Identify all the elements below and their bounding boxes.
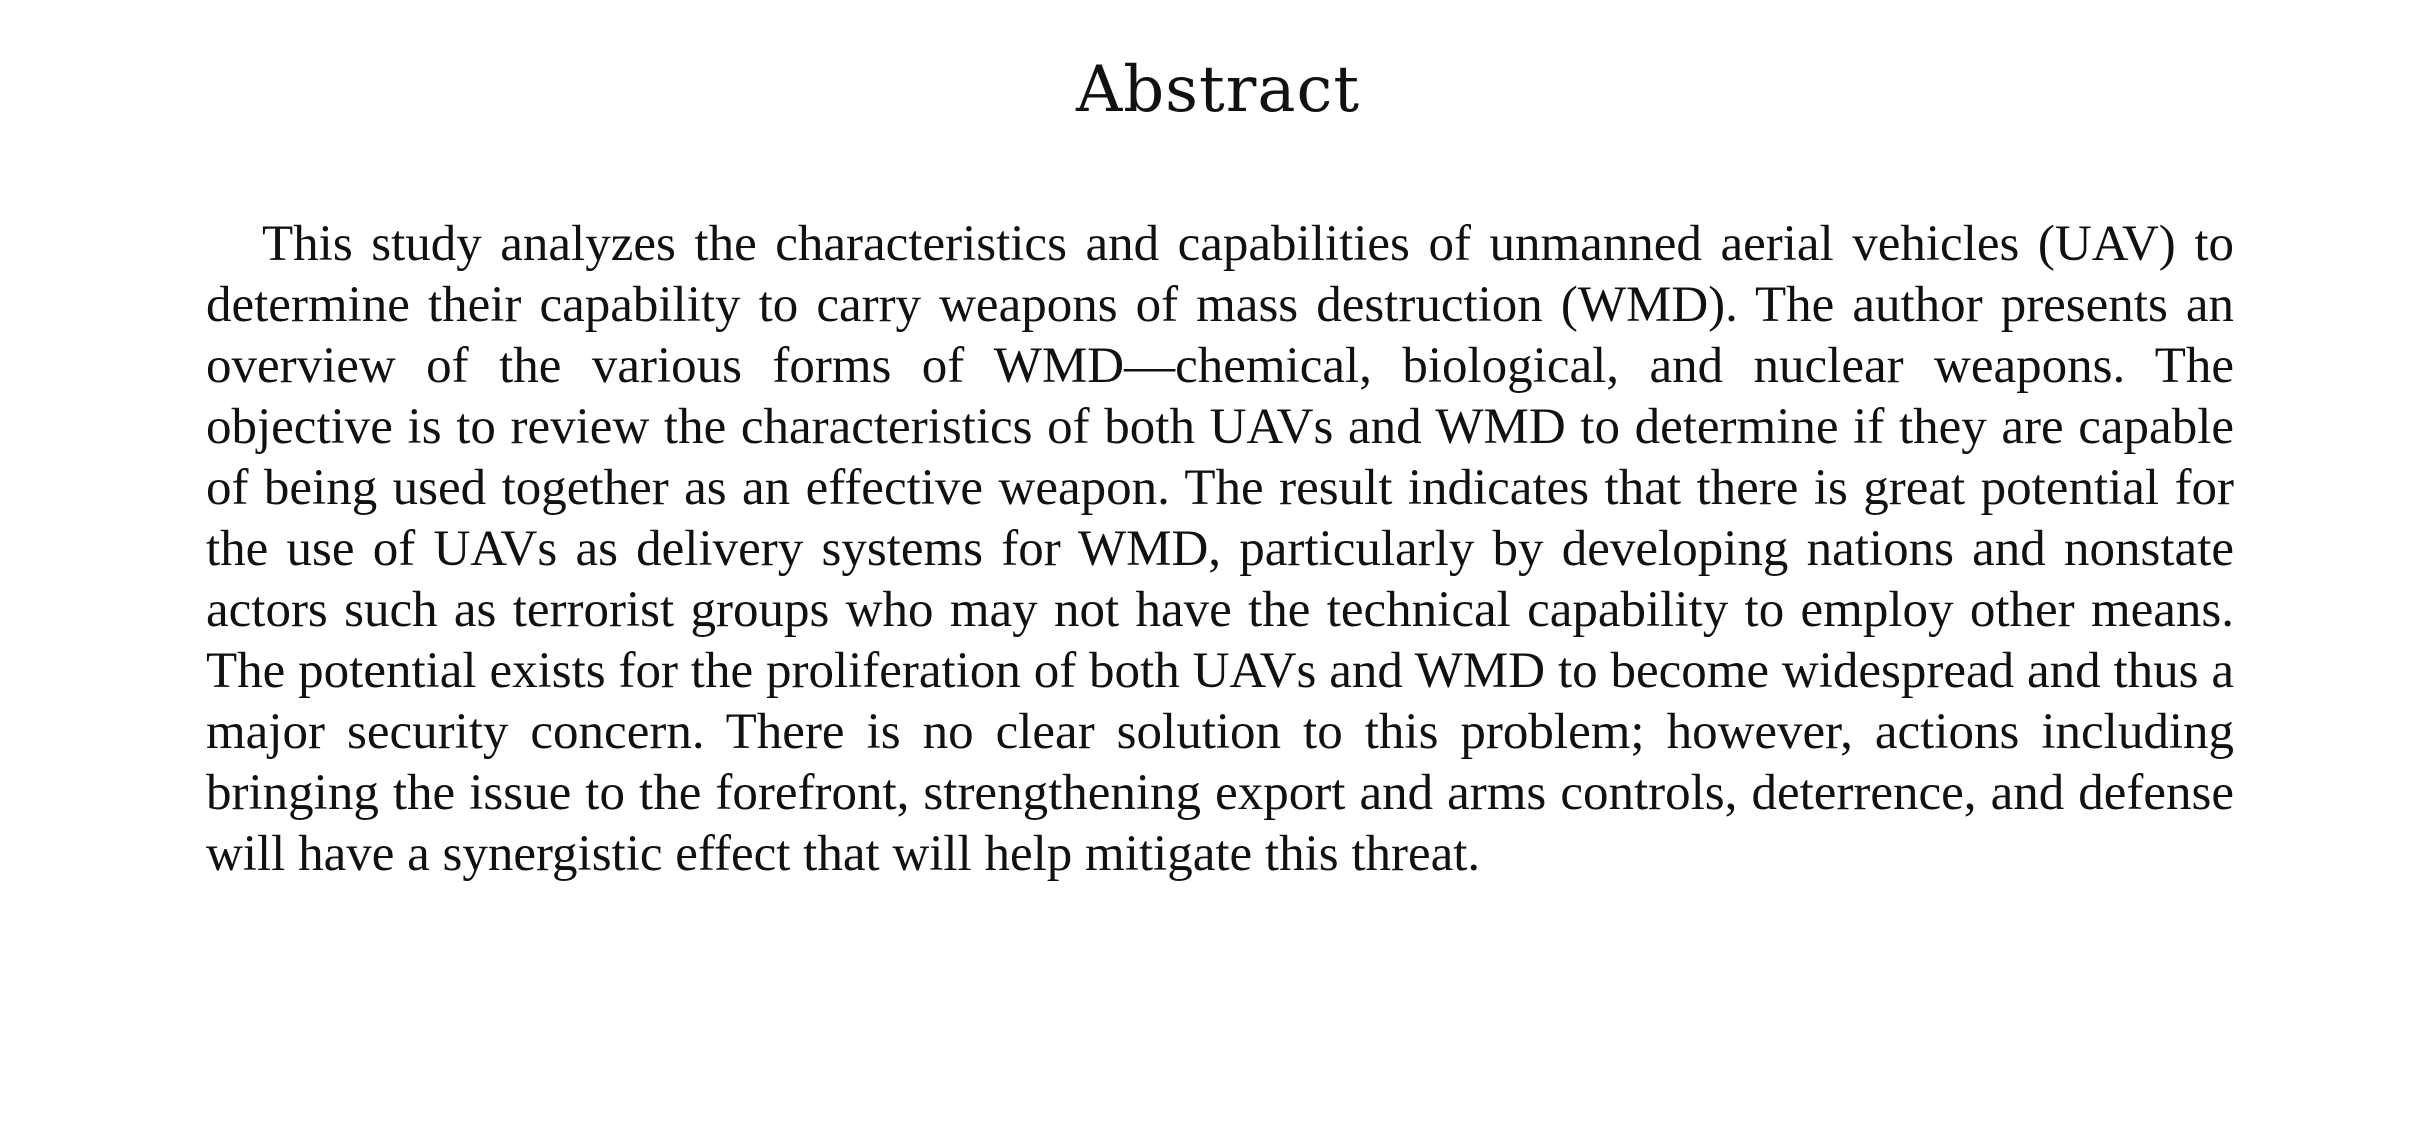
abstract-paragraph: This study analyzes the characteristics and capabilities of unmanned aerial vehicles (UAV) to determine their capability to carry weapons of mass destruction (WMD). The author presents an overview of the various forms of WMD—chemical, biological, and nuclear weapons. The objective is to review the characteristics of both UAVs and WMD to determine if they are capable of being used together as an effective weapon. The result indicates that there is great potential for the use of UAVs as delivery systems for WMD, particularly by developing nations and nonstate actors such as terrorist groups who may not have the technical capability to employ other means. The potential exists for the proliferation of both UAVs and WMD to become widespread and thus a major security concern. There is no clear solution to this problem; however, actions including bringing the issue to the forefront, strengthening export and arms controls, deterrence, and defense will have a synergistic effect that will help mitigate this threat. [206,216,2234,882]
abstract-heading: Abstract [1075,53,1361,127]
